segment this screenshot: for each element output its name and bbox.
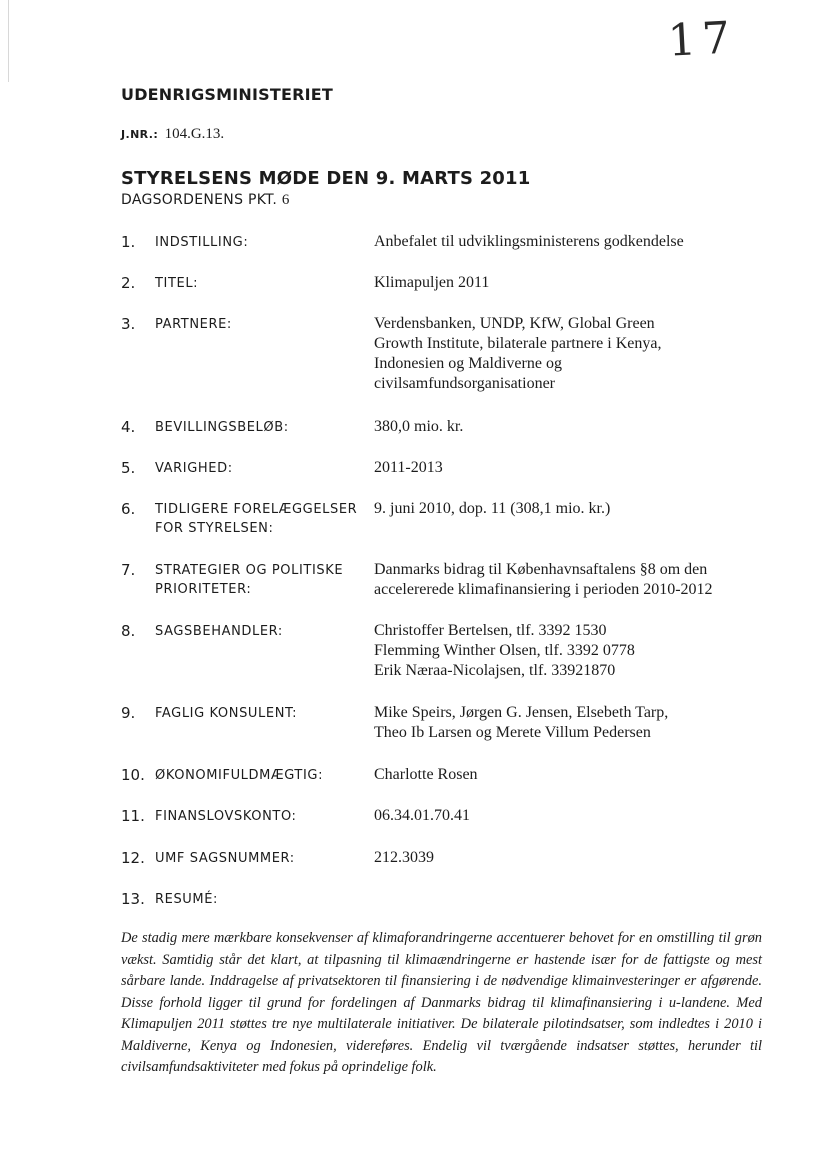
- journal-number: [121, 126, 224, 143]
- item-value-line: Flemming Winther Olsen, tlf. 3392 0778: [374, 642, 635, 659]
- item-value-line: 212.3039: [374, 849, 434, 866]
- item-number: 8.: [121, 622, 136, 640]
- item-value-line: 2011-2013: [374, 459, 443, 476]
- item-value-line: 06.34.01.70.41: [374, 807, 470, 824]
- item-value: [374, 848, 764, 868]
- item-value: [374, 417, 764, 437]
- item-value-line: civilsamfundsorganisationer: [374, 375, 555, 392]
- item-number: 9.: [121, 704, 136, 722]
- agenda-point-label: DAGSORDENENS PKT.: [121, 192, 278, 208]
- ministry-name: UDENRIGSMINISTERIET: [121, 85, 334, 104]
- item-value: [374, 560, 764, 600]
- item-number: 4.: [121, 418, 136, 436]
- item-number: 10.: [121, 766, 145, 784]
- item-value-line: Klimapuljen 2011: [374, 274, 490, 291]
- summary-text: De stadig mere mærkbare konsekvenser af klimaforandringerne accentuerer behovet for en omstilling til grøn vækst. Samtidig står det klart, at tilpasning til klimaændringerne er hastende især for de fattigste og mest sårbare lande. Inddragelse af privatsektoren til finansiering i de nødvendige klimainvesteringer er afgørende. Disse forhold ligger til grund for fordelingen af Danmarks bidrag til klimafinansiering i u-landene. Med Klimapuljen 2011 støttes tre nye multilaterale initiativer. De bilaterale pilotindsatser, som indledtes i 2010 i Maldiverne, Kenya og Indonesien, videreføres. Endelig vil tværgående indsatser støttes, herunder til civilsamfundsaktiviteter med fokus på oprindelige folk.: [121, 930, 762, 1075]
- item-label: VARIGHED:: [155, 461, 233, 476]
- item-value: [374, 273, 764, 293]
- item-label: RESUMÉ:: [155, 892, 219, 907]
- item-number: 12.: [121, 849, 145, 867]
- scan-edge-line: [8, 0, 9, 82]
- item-label: INDSTILLING:: [155, 235, 249, 250]
- item-label: ØKONOMIFULDMÆGTIG:: [155, 768, 324, 783]
- item-value: [374, 806, 764, 826]
- item-label: TITEL:: [155, 276, 199, 291]
- item-label: BEVILLINGSBELØB:: [155, 420, 289, 435]
- journal-number-value: 104.G.13.: [164, 126, 225, 142]
- item-value-line: Verdensbanken, UNDP, KfW, Global Green: [374, 315, 655, 332]
- handwritten-page-number: 17: [666, 12, 738, 67]
- item-value-line: 9. juni 2010, dop. 11 (308,1 mio. kr.): [374, 500, 611, 517]
- agenda-point: [121, 192, 290, 209]
- item-number: 6.: [121, 500, 136, 518]
- item-value: [374, 232, 764, 252]
- item-label: PARTNERE:: [155, 317, 232, 332]
- item-value: [374, 314, 764, 394]
- item-value-line: Danmarks bidrag til Københavnsaftalens §8 om den: [374, 561, 708, 578]
- item-number: 3.: [121, 315, 136, 333]
- item-value: [374, 499, 764, 519]
- item-value: [374, 458, 764, 478]
- item-label: UMF SAGSNUMMER:: [155, 851, 295, 866]
- item-value-line: Erik Næraa-Nicolajsen, tlf. 33921870: [374, 662, 616, 679]
- item-number: 1.: [121, 233, 136, 251]
- item-value-line: Indonesien og Maldiverne og: [374, 355, 562, 372]
- item-label: SAGSBEHANDLER:: [155, 624, 283, 639]
- item-value: [374, 703, 764, 743]
- item-label: FINANSLOVSKONTO:: [155, 809, 297, 824]
- item-label: FAGLIG KONSULENT:: [155, 706, 298, 721]
- item-value-line: Mike Speirs, Jørgen G. Jensen, Elsebeth Tarp,: [374, 704, 669, 721]
- item-value: [374, 765, 764, 785]
- item-value-line: accelererede klimafinansiering i perioden 2010-2012: [374, 581, 713, 598]
- item-value-line: Theo Ib Larsen og Merete Villum Pedersen: [374, 724, 651, 741]
- item-value-line: Charlotte Rosen: [374, 766, 478, 783]
- agenda-point-value: 6: [281, 192, 290, 208]
- item-value: [374, 621, 764, 681]
- item-label: STRATEGIER OG POLITISKE PRIORITETER:: [155, 563, 344, 597]
- item-label: TIDLIGERE FORELÆGGELSER FOR STYRELSEN:: [155, 502, 358, 536]
- item-number: 2.: [121, 274, 136, 292]
- item-number: 13.: [121, 890, 145, 908]
- item-number: 11.: [121, 807, 145, 825]
- item-number: 5.: [121, 459, 136, 477]
- item-value-line: Growth Institute, bilaterale partnere i Kenya,: [374, 335, 662, 352]
- item-number: 7.: [121, 561, 136, 579]
- item-value-line: Anbefalet til udviklingsministerens godkendelse: [374, 233, 684, 250]
- item-value-line: Christoffer Bertelsen, tlf. 3392 1530: [374, 622, 607, 639]
- journal-number-label: J.NR.:: [121, 128, 159, 141]
- item-value-line: 380,0 mio. kr.: [374, 418, 464, 435]
- meeting-title: STYRELSENS MØDE DEN 9. MARTS 2011: [121, 168, 531, 189]
